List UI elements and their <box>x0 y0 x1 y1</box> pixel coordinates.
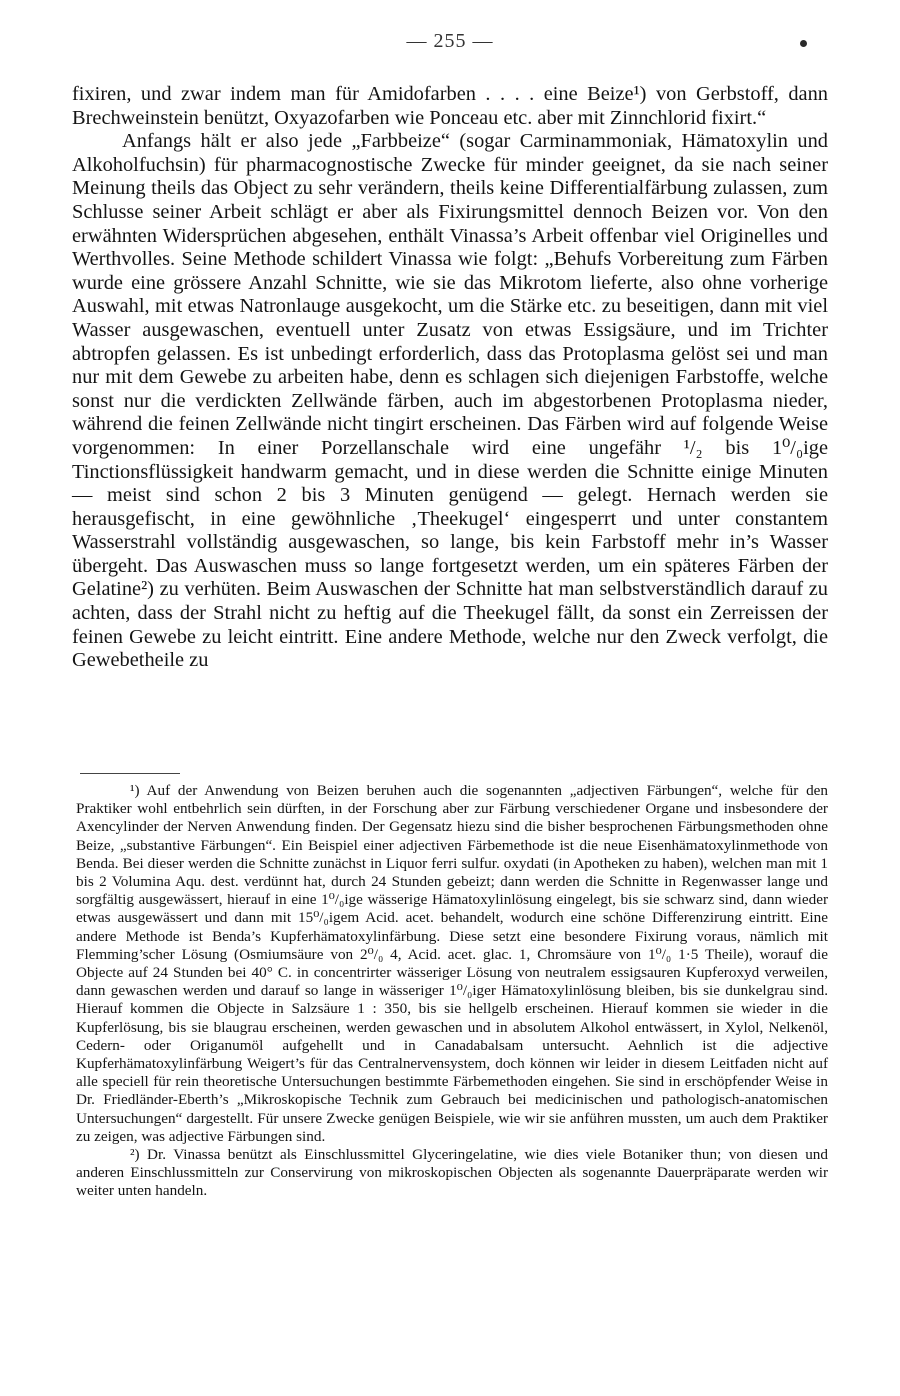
footnote-divider <box>80 773 180 774</box>
paragraph-1: fixiren, und zwar indem man für Amidofarben . . . . eine Beize¹) von Gerbstoff, dann Brechweinstein benützt, Oxyazofarben wie Ponceau etc. aber mit Zinnchlorid fixirt.“ <box>72 83 828 129</box>
main-text <box>72 83 828 673</box>
footnote-1: ¹) Auf der Anwendung von Beizen beruhen auch die sogenannten „adjectiven Färbungen“, welche für den Praktiker wohl entbehrlich sein dürften, in der Forschung aber zur Färbung verschiedener Organe und insbesondere der Axencylinder der Nerven Anwendung finden. Der Gegensatz hiezu sind die bisher besprochenen Färbungsmethoden ohne Beize, „substantive Färbungen“. Ein Beispiel einer adjectiven Färbemethode ist die neue Eisenhämatoxylinmethode von Benda. Bei dieser werden die Schnitte zunächst in Liquor ferri sulfur. oxydati (in Apotheken zu haben), welchen man mit 1 bis 2 Volumina Aqu. dest. verdünnt hat, durch 24 Stunden gebeizt; dann werden die Schnitte in Regenwasser lange und sorgfältig ausgewässert, hierauf in eine 1⁰/₀ige wässerige Hämatoxylinlösung eingelegt, bis sie schwarz sind, dann wieder etwas ausgewässert und dann mit 15⁰/₀igem Acid. acet. behandelt, wodurch eine schöne Differenzirung eintritt. Eine andere Methode ist Benda’s Kupferhämatoxylinfärbung. Diese setzt eine besondere Fixirung voraus, nämlich mit Flemming’scher Lösung (Osmiumsäure von 2⁰/₀ 4, Acid. acet. glac. 1, Chromsäure von 1⁰/₀ 1·5 Theile), worauf die Objecte auf 24 Stunden bei 40° C. in concentrirter wässeriger Lösung von neutralem essigsauren Kupferoxyd verweilen, dann gewaschen werden und darauf so lange in wässeriger 1⁰/₀iger Hämatoxylinlösung bleiben, bis sie dunkelgrau sind. Hierauf kommen die Objecte in Salzsäure 1 : 350, bis sie hellgelb erscheinen. Hierauf kommen sie wieder in die Kupferlösung, bis sie blaugrau erscheinen, werden gewaschen und in absolutem Alkohol entwässert, in Xylol, Nelkenöl, Cedern- oder Origanumöl aufgehellt und in Canadabalsam untersucht. Aehnlich ist die adjective Kupferhämatoxylinfärbung Weigert’s für das Centralnervensystem, doch können wir leider in diesem Leitfaden nicht auf alle speciell für rein theoretische Untersuchungen bestimmte Färbemethoden eingehen. Sie sind in erschöpfender Weise in Dr. Friedländer-Eberth’s „Mikroskopische Technik zum Gebrauch bei medicinischen und pathologisch-anatomischen Untersuchungen“ dargestellt. Für unsere Zwecke genügen Beispiele, wie wir sie anführen mussten, um auch dem Praktiker zu zeigen, was adjective Färbungen sind. <box>76 782 828 1145</box>
footnotes <box>76 782 828 1201</box>
footnote-2: ²) Dr. Vinassa benützt als Einschlussmittel Glyceringelatine, wie dies viele Botaniker thun; von diesen und anderen Einschlussmitteln zur Conservirung von mikroskopischen Objecten als sogenannte Dauerpräparate werden wir weiter unten handeln. <box>76 1146 828 1200</box>
ink-dot <box>800 40 807 47</box>
page-number: — 255 — <box>406 30 494 52</box>
paragraph-2: Anfangs hält er also jede „Farbbeize“ (sogar Carminammoniak, Hämatoxylin und Alkoholfuchsin) für pharmacognostische Zwecke für minder geeignet, da sie nach seiner Meinung theils das Object zu sehr verändern, theils keine Differentialfärbung zulassen, zum Schlusse seiner Arbeit schlägt er aber als Fixirungsmittel dennoch Beizen vor. Von den erwähnten Widersprüchen abgesehen, enthält Vinassa’s Arbeit offenbar viel Originelles und Werthvolles. Seine Methode schildert Vinassa wie folgt: „Behufs Vorbereitung zum Färben wurde eine grössere Anzahl Schnitte, wie sie das Mikrotom lieferte, also ohne vorherige Auswahl, mit etwas Natronlauge ausgekocht, um die Stärke etc. zu beseitigen, dann mit viel Wasser ausgewaschen, eventuell unter Zusatz von etwas Essigsäure, und im Trichter abtropfen gelassen. Es ist unbedingt erforderlich, dass das Protoplasma gelöst sei und man nur mit dem Gewebe zu arbeiten habe, denn es schlagen sich diejenigen Farbstoffe, welche sonst nur die verdickten Zellwände färben, auch im abgestorbenen Protoplasma nieder, während die feinen Zellwände nicht tingirt erscheinen. Das Färben wird auf folgende Weise vorgenommen: In einer Porzellanschale wird eine ungefähr ¹/₂ bis 1⁰/₀ige Tinctionsflüssigkeit handwarm gemacht, und in diese werden die Schnitte einige Minuten — meist sind schon 2 bis 3 Minuten genügend — gelegt. Hernach werden sie herausgefischt, in eine gewöhnliche ‚Theekugel‘ eingesperrt und unter constantem Wasserstrahl vollständig ausgewaschen, so lange, bis kein Farbstoff mehr in’s Wasser übergeht. Das Auswaschen muss so lange fortgesetzt werden, um ein späteres Färben der Gelatine²) zu verhüten. Beim Auswaschen der Schnitte hat man selbstverständlich darauf zu achten, dass der Strahl nicht zu heftig auf die Theekugel fällt, da sonst ein Zerreissen der feinen Gewebe zu leicht eintritt. Eine andere Methode, welche nur den Zweck verfolgt, die Gewebetheile zu <box>72 130 828 672</box>
